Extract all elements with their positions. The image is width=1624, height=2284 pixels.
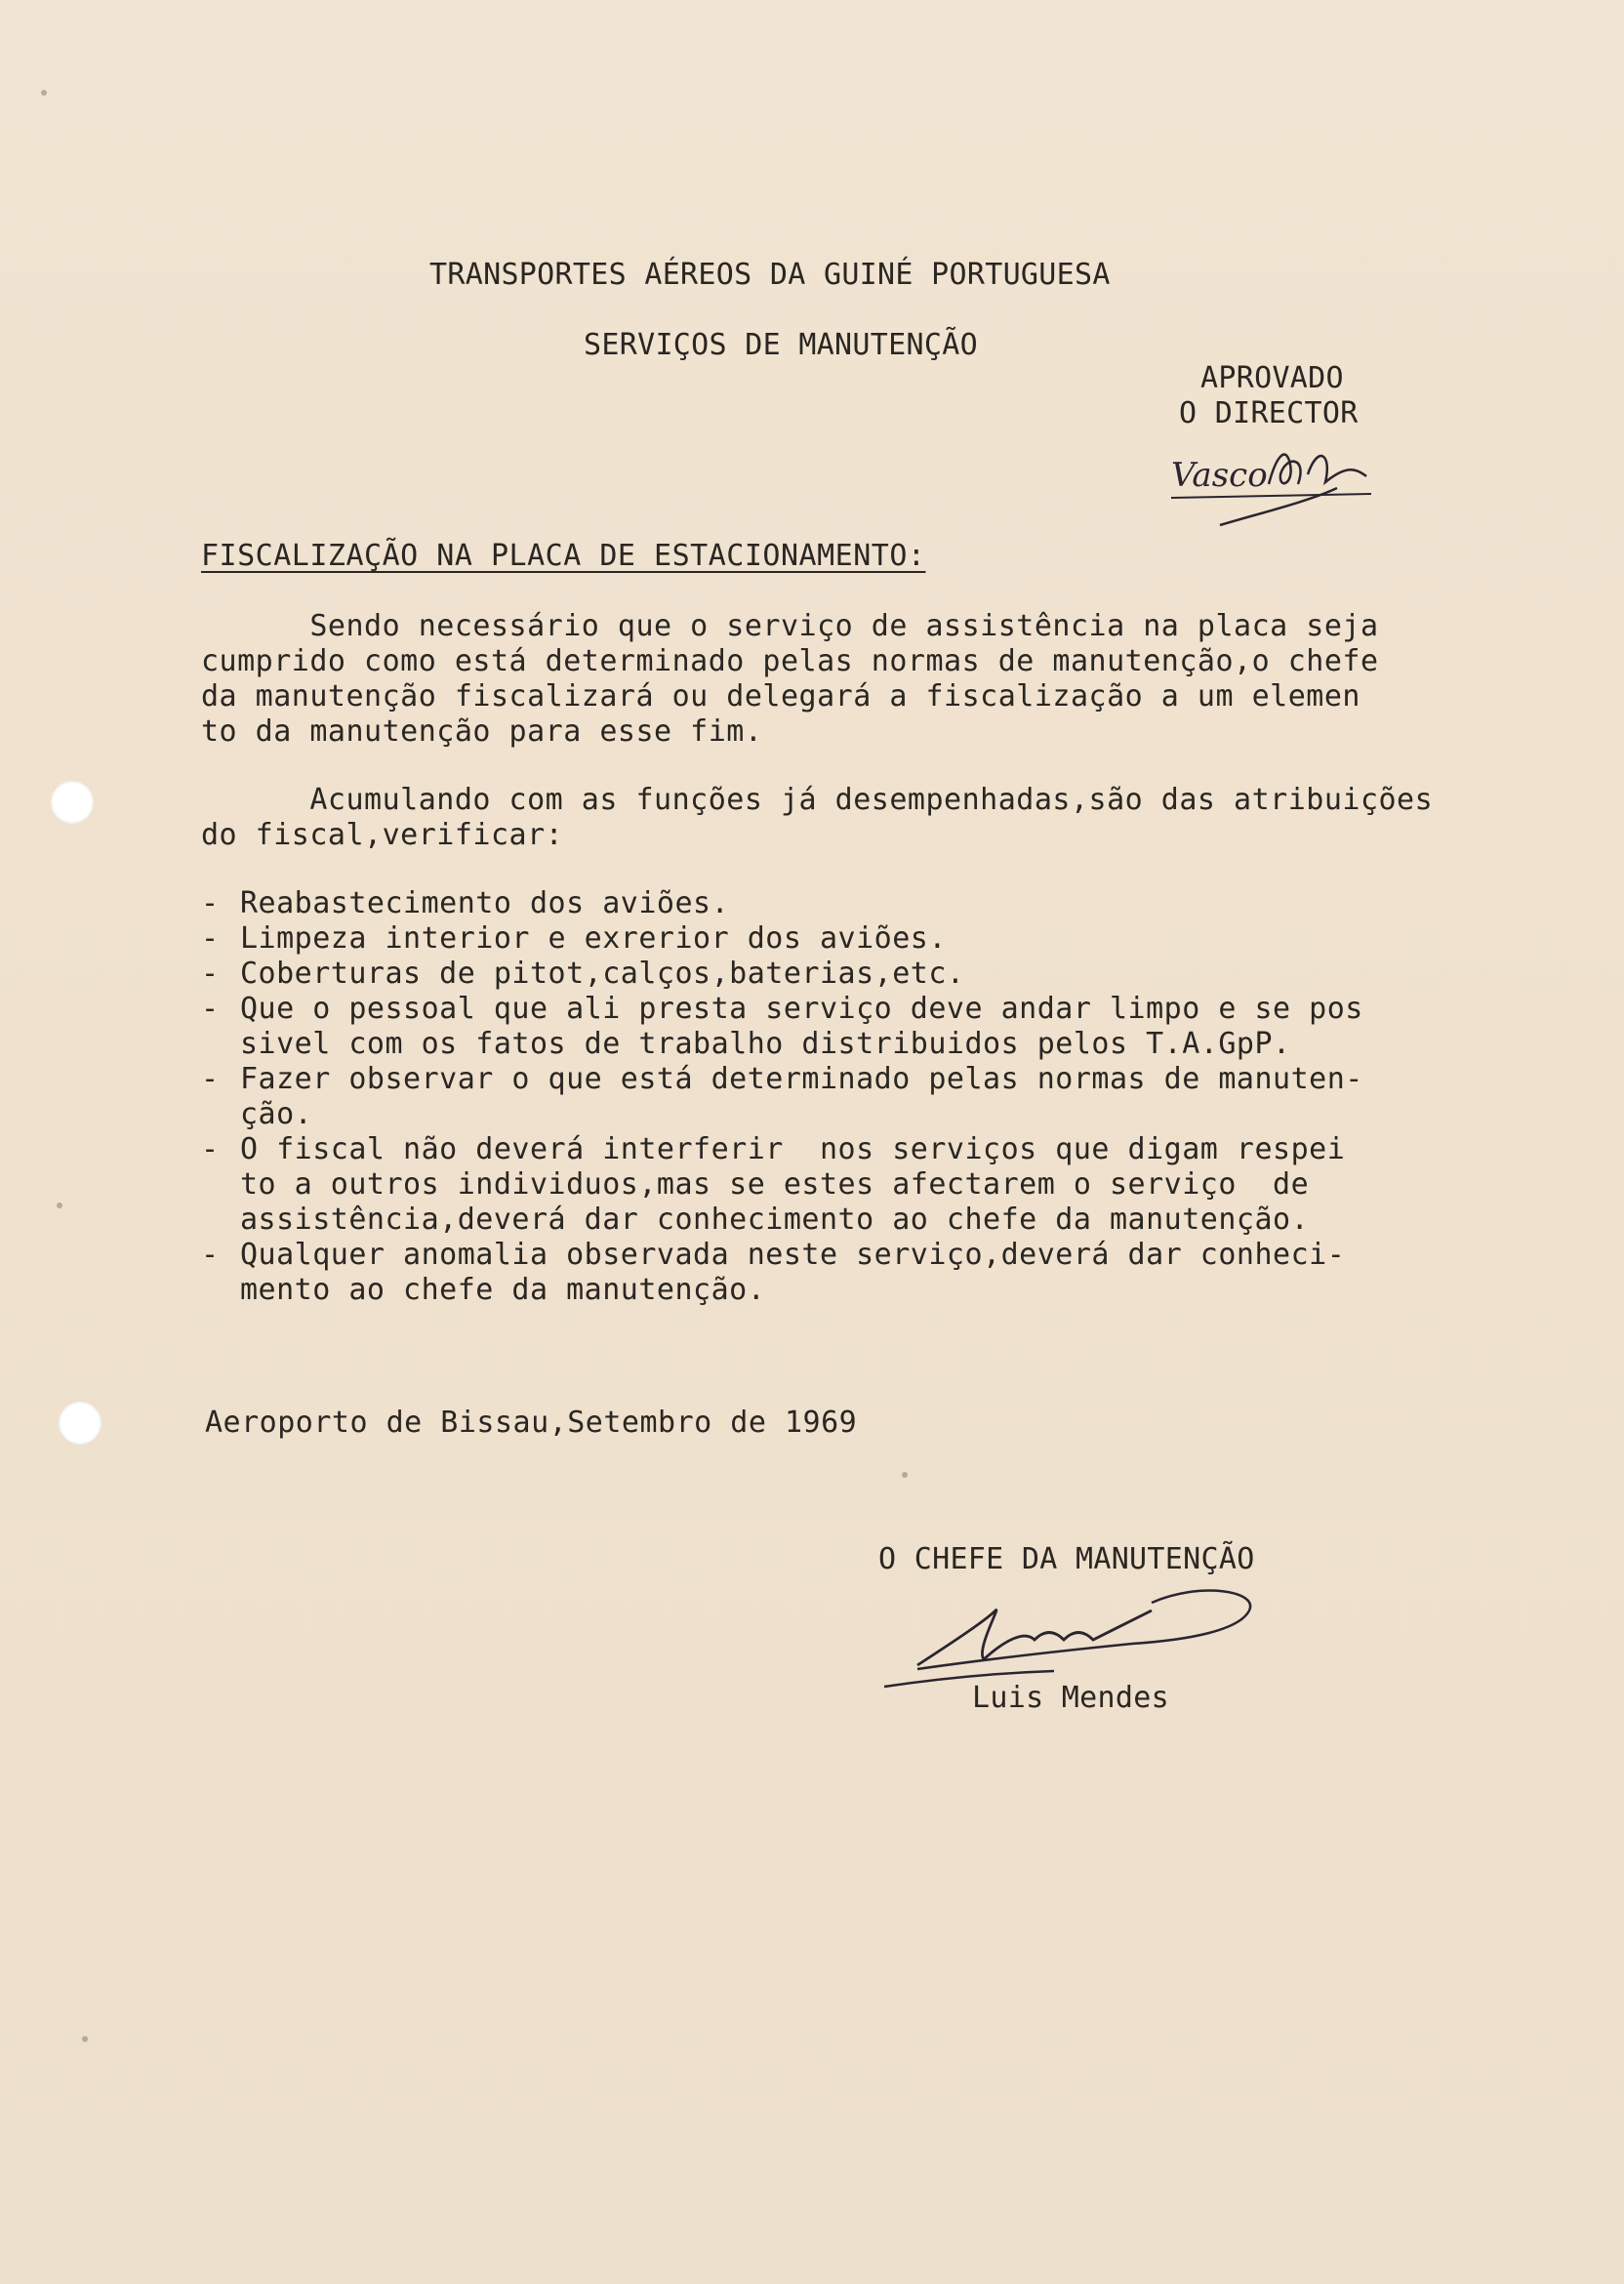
section-title: FISCALIZAÇÃO NA PLACA DE ESTACIONAMENTO:	[201, 539, 926, 573]
list-bullet: -	[201, 1238, 220, 1272]
list-item-line: Qualquer anomalia observada neste serviço,deverá dar conheci-	[240, 1238, 1346, 1272]
list-item-line: Reabastecimento dos aviões.	[240, 886, 730, 920]
list-bullet: -	[201, 921, 220, 956]
list-item-line: O fiscal não deverá interferir nos serviços que digam respei	[240, 1132, 1346, 1166]
list-bullet: -	[201, 1062, 220, 1096]
list-bullet: -	[201, 992, 220, 1026]
list-item-line: ção.	[240, 1097, 313, 1131]
list-bullet: -	[201, 1132, 220, 1166]
paper-speck	[41, 90, 47, 96]
paragraph-1-line: cumprido como está determinado pelas normas de manutenção,o chefe	[201, 644, 1379, 678]
list-item-line: mento ao chefe da manutenção.	[240, 1273, 766, 1307]
list-item-line: assistência,deverá dar conhecimento ao chefe da manutenção.	[240, 1203, 1310, 1237]
list-item-line: Fazer observar o que está determinado pelas normas de manuten-	[240, 1062, 1363, 1096]
punch-hole-top	[51, 781, 94, 824]
paper-speck	[82, 2036, 88, 2042]
list-item-line: Coberturas de pitot,calços,baterias,etc.	[240, 957, 965, 991]
list-item-line: Que o pessoal que ali presta serviço deve andar limpo e se pos	[240, 992, 1363, 1026]
list-item-line: sivel com os fatos de trabalho distribuidos pelos T.A.GpP.	[240, 1027, 1291, 1061]
dept-title: SERVIÇOS DE MANUTENÇÃO	[584, 328, 978, 362]
place-date: Aeroporto de Bissau,Setembro de 1969	[205, 1406, 858, 1440]
list-item-line: Limpeza interior e exrerior dos aviões.	[240, 921, 947, 956]
paragraph-1-line: da manutenção fiscalizará ou delegará a fiscalização a um elemen	[201, 679, 1360, 714]
svg-text:Vasco: Vasco	[1171, 456, 1268, 495]
paper-speck	[57, 1203, 62, 1208]
list-bullet: -	[201, 886, 220, 920]
punch-hole-bottom	[59, 1402, 102, 1445]
chief-signature	[878, 1581, 1269, 1689]
footer-name: Luis Mendes	[972, 1681, 1169, 1715]
list-item-line: to a outros individuos,mas se estes afectarem o serviço de	[240, 1167, 1310, 1202]
org-title: TRANSPORTES AÉREOS DA GUINÉ PORTUGUESA	[429, 258, 1111, 292]
list-bullet: -	[201, 957, 220, 991]
paragraph-1-line: to da manutenção para esse fim.	[201, 714, 763, 749]
paragraph-2-line: do fiscal,verificar:	[201, 818, 564, 852]
paper-speck	[902, 1472, 908, 1478]
director-signature	[1161, 426, 1396, 533]
paragraph-1-line: Sendo necessário que o serviço de assistência na placa seja	[201, 609, 1379, 643]
approval-role: O DIRECTOR	[1179, 396, 1359, 430]
paragraph-2-line: Acumulando com as funções já desempenhadas,são das atribuições	[201, 783, 1434, 817]
approval-label: APROVADO	[1200, 361, 1344, 395]
footer-role: O CHEFE DA MANUTENÇÃO	[878, 1542, 1255, 1576]
